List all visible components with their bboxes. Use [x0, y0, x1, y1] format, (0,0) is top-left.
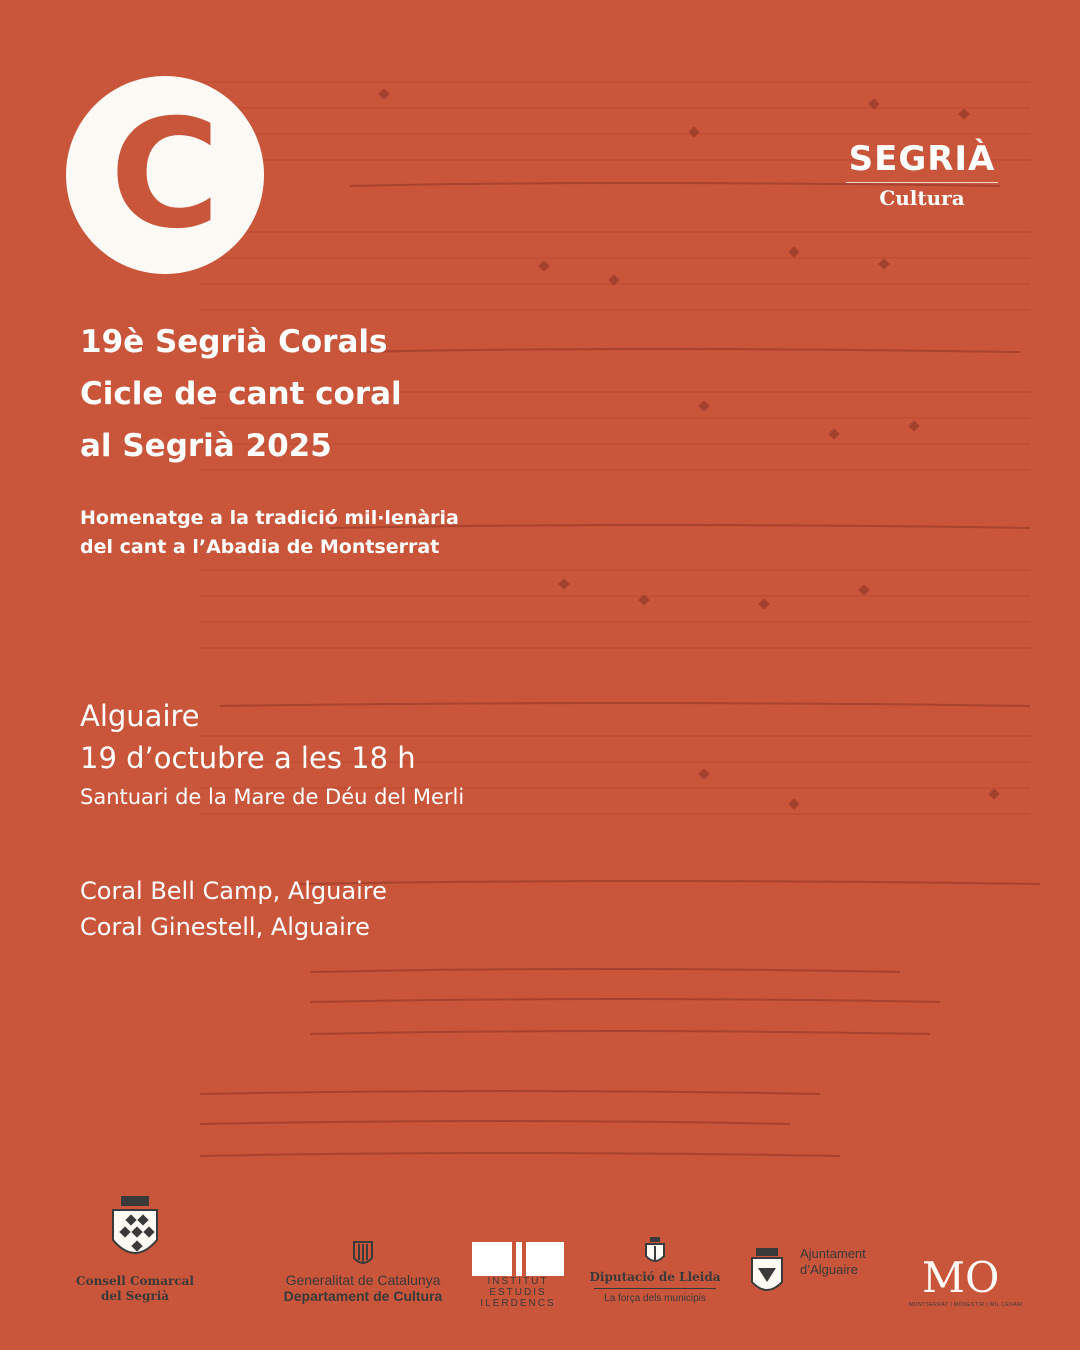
- consell-comarcal-logo: [70, 1192, 200, 1304]
- mo-mark: MO: [922, 1254, 1000, 1298]
- montserrat-mil-lenari-logo: [900, 1254, 1032, 1309]
- iei-line-3: ILERDENCS: [480, 1298, 556, 1309]
- poster-subtitle: [80, 504, 640, 562]
- event-datetime: 19 d’octubre a les 18 h: [80, 741, 416, 775]
- montserrat-mo-icon: [918, 1254, 1014, 1298]
- montserrat-tagline: MONTSERRAT | MONESTIR | MIL·LENARI: [908, 1302, 1024, 1308]
- institut-estudis-ilerdencs-logo: [470, 1240, 566, 1309]
- consell-shield-icon: [107, 1192, 163, 1268]
- segria-corals-badge: [66, 76, 264, 274]
- iei-line-2: ESTUDIS: [489, 1287, 547, 1298]
- choir-list: [80, 873, 800, 945]
- generalitat-logo: [270, 1240, 456, 1304]
- choir-item: Coral Bell Camp, Alguaire: [80, 877, 387, 905]
- subtitle-line-1: Homenatge a la tradició mil·lenària: [80, 507, 459, 529]
- title-line-1: 19è Segrià Corals: [80, 324, 388, 360]
- diputacio-name: Diputació de Lleida: [589, 1270, 721, 1284]
- event-venue: Santuari de la Mare de Déu del Merli: [80, 785, 465, 809]
- brand-divider: [846, 182, 998, 183]
- title-line-2: Cicle de cant coral: [80, 376, 402, 412]
- alguaire-shield-icon: [750, 1246, 784, 1298]
- iei-blocks-icon: [470, 1240, 566, 1276]
- choir-item: Coral Ginestell, Alguaire: [80, 913, 370, 941]
- event-details: [80, 696, 800, 814]
- ajuntament-line-2: d’Alguaire: [800, 1262, 858, 1277]
- badge-letter: C: [109, 88, 221, 262]
- poster-title: [80, 316, 720, 472]
- ajuntament-line-1: Ajuntament: [800, 1246, 866, 1261]
- diputacio-divider: [594, 1288, 716, 1289]
- segria-cultura-logo: [846, 138, 998, 210]
- diputacio-tagline: La força dels municipis: [604, 1293, 706, 1304]
- event-town: Alguaire: [80, 699, 200, 733]
- subtitle-line-2: del cant a l’Abadia de Montserrat: [80, 536, 440, 558]
- brand-subtitle: Cultura: [879, 186, 965, 210]
- generalitat-line-1: Generalitat de Catalunya: [285, 1272, 441, 1288]
- diputacio-crest-icon: [644, 1236, 666, 1266]
- iei-line-1: INSTITUT: [487, 1276, 549, 1287]
- diputacio-lleida-logo: [588, 1236, 722, 1305]
- brand-name: SEGRIÀ: [848, 139, 996, 179]
- consell-line-2: del Segrià: [100, 1289, 170, 1303]
- generalitat-emblem-icon: [352, 1240, 374, 1268]
- generalitat-line-2: Departament de Cultura: [283, 1288, 443, 1304]
- title-line-3: al Segrià 2025: [80, 428, 332, 464]
- consell-line-1: Consell Comarcal: [76, 1274, 194, 1288]
